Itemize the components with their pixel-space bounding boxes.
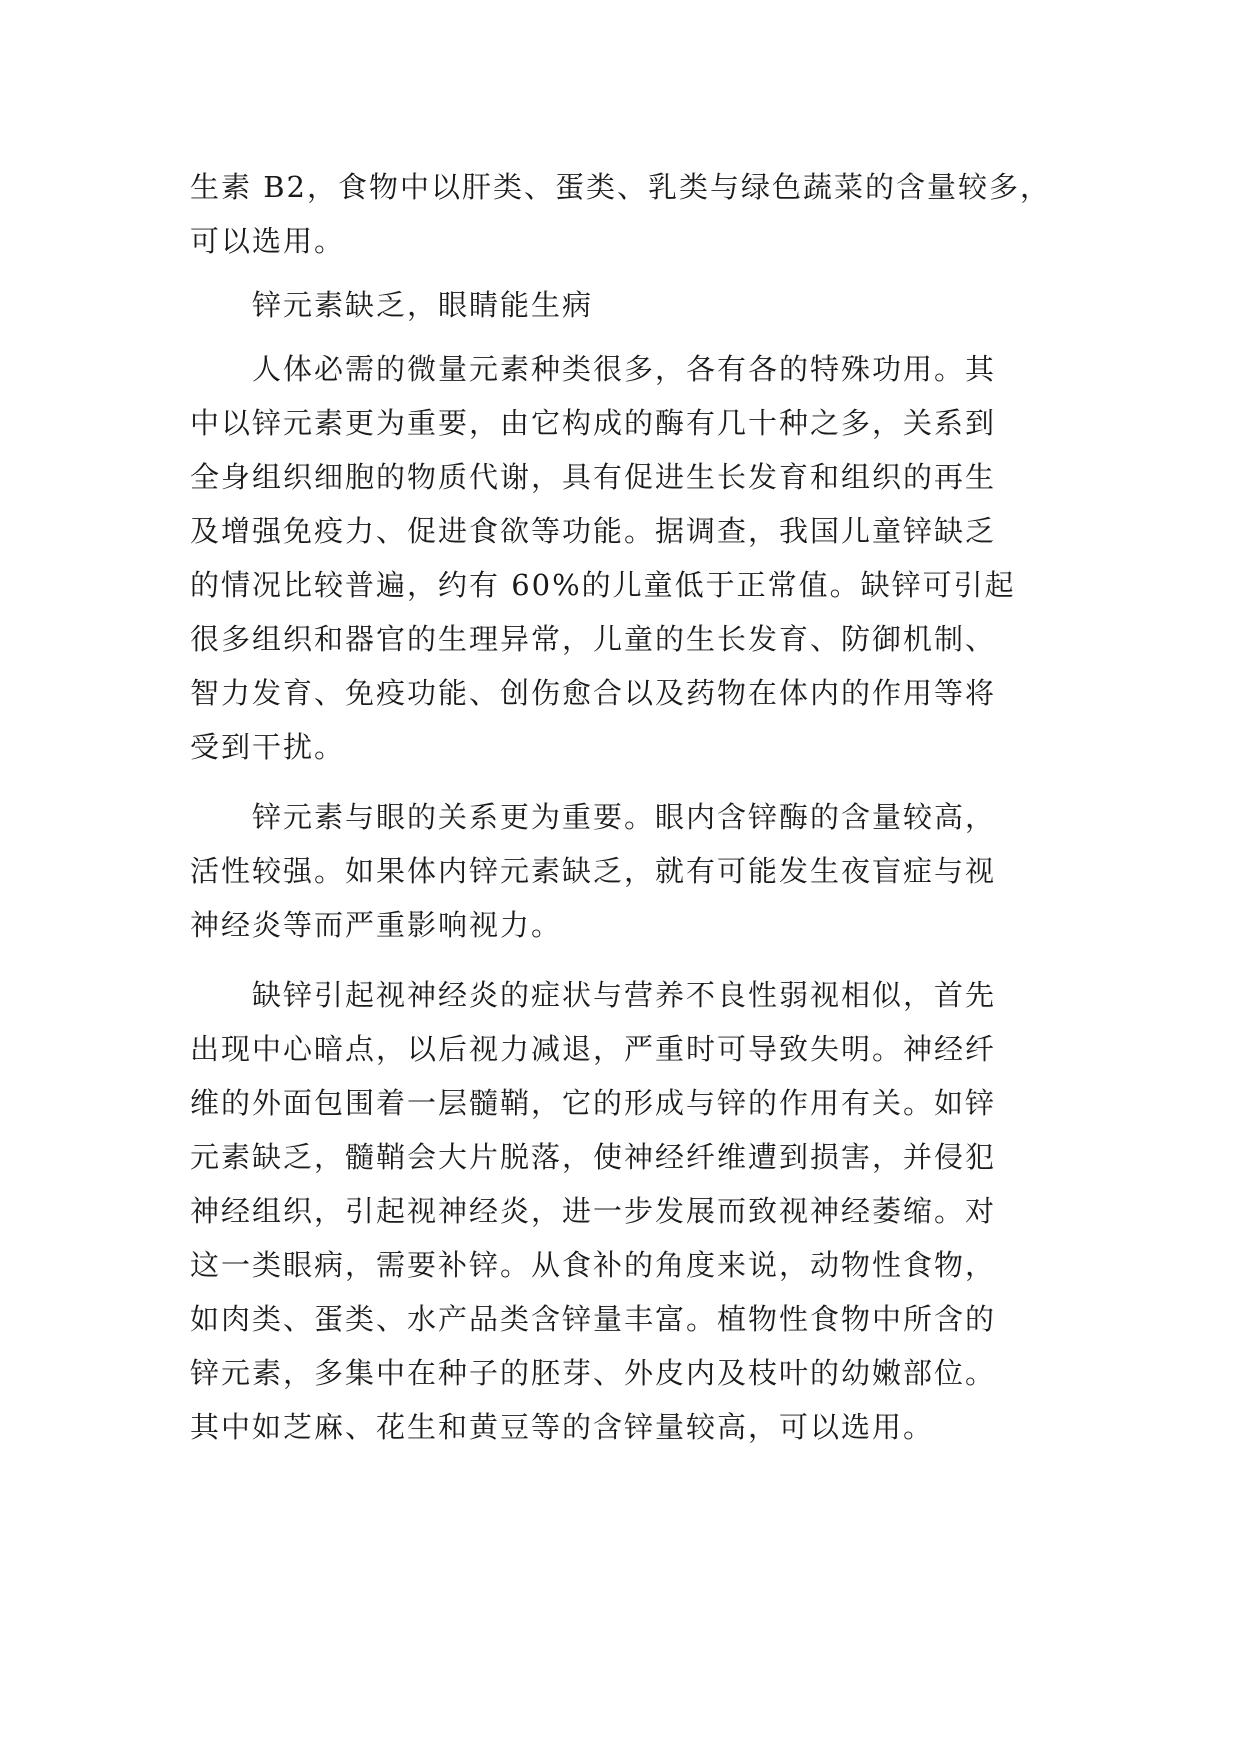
body-text — [190, 160, 1090, 1454]
section-heading — [190, 278, 1090, 332]
text-line: 其中如芝麻、花生和黄豆等的含锌量较高，可以选用。 — [190, 1410, 935, 1444]
text-line: 全身组织细胞的物质代谢，具有促进生长发育和组织的再生 — [190, 460, 997, 494]
text-line: 受到干扰。 — [190, 730, 346, 764]
text-line: 维的外面包围着一层髓鞘，它的形成与锌的作用有关。如锌 — [190, 1086, 997, 1120]
text-line: 智力发育、免疫功能、创伤愈合以及药物在体内的作用等将 — [190, 676, 997, 710]
text-line: 如肉类、蛋类、水产品类含锌量丰富。植物性食物中所含的 — [190, 1302, 997, 1336]
paragraph-optic-neuritis — [190, 968, 1090, 1454]
text-line: 的情况比较普遍，约有 60%的儿童低于正常值。缺锌可引起 — [190, 568, 1016, 602]
text-line: 锌元素与眼的关系更为重要。眼内含锌酶的含量较高， — [252, 800, 997, 834]
text-line: 这一类眼病，需要补锌。从食补的角度来说，动物性食物， — [190, 1248, 997, 1282]
text-line: 缺锌引起视神经炎的症状与营养不良性弱视相似，首先 — [252, 978, 997, 1012]
text-line: 人体必需的微量元素种类很多，各有各的特殊功用。其 — [252, 352, 997, 386]
paragraph-zinc-eye — [190, 790, 1090, 952]
text-line: 元素缺乏，髓鞘会大片脱落，使神经纤维遭到损害，并侵犯 — [190, 1140, 997, 1174]
text-line: 生素 B2，食物中以肝类、蛋类、乳类与绿色蔬菜的含量较多， — [190, 170, 1051, 204]
text-line: 可以选用。 — [190, 224, 346, 258]
text-line: 及增强免疫力、促进食欲等功能。据调查，我国儿童锌缺乏 — [190, 514, 997, 548]
text-line: 神经炎等而严重影响视力。 — [190, 908, 563, 942]
text-line: 活性较强。如果体内锌元素缺乏，就有可能发生夜盲症与视 — [190, 854, 997, 888]
text-line: 中以锌元素更为重要，由它构成的酶有几十种之多，关系到 — [190, 406, 997, 440]
paragraph-vitamin-b2 — [190, 160, 1090, 268]
text-line: 神经组织，引起视神经炎，进一步发展而致视神经萎缩。对 — [190, 1194, 997, 1228]
paragraph-trace-elements — [190, 342, 1090, 774]
text-line: 出现中心暗点，以后视力减退，严重时可导致失明。神经纤 — [190, 1032, 997, 1066]
text-line: 锌元素，多集中在种子的胚芽、外皮内及枝叶的幼嫩部位。 — [190, 1356, 997, 1390]
text-line: 很多组织和器官的生理异常，儿童的生长发育、防御机制、 — [190, 622, 997, 656]
heading-zinc-deficiency: 锌元素缺乏，眼睛能生病 — [252, 288, 594, 322]
